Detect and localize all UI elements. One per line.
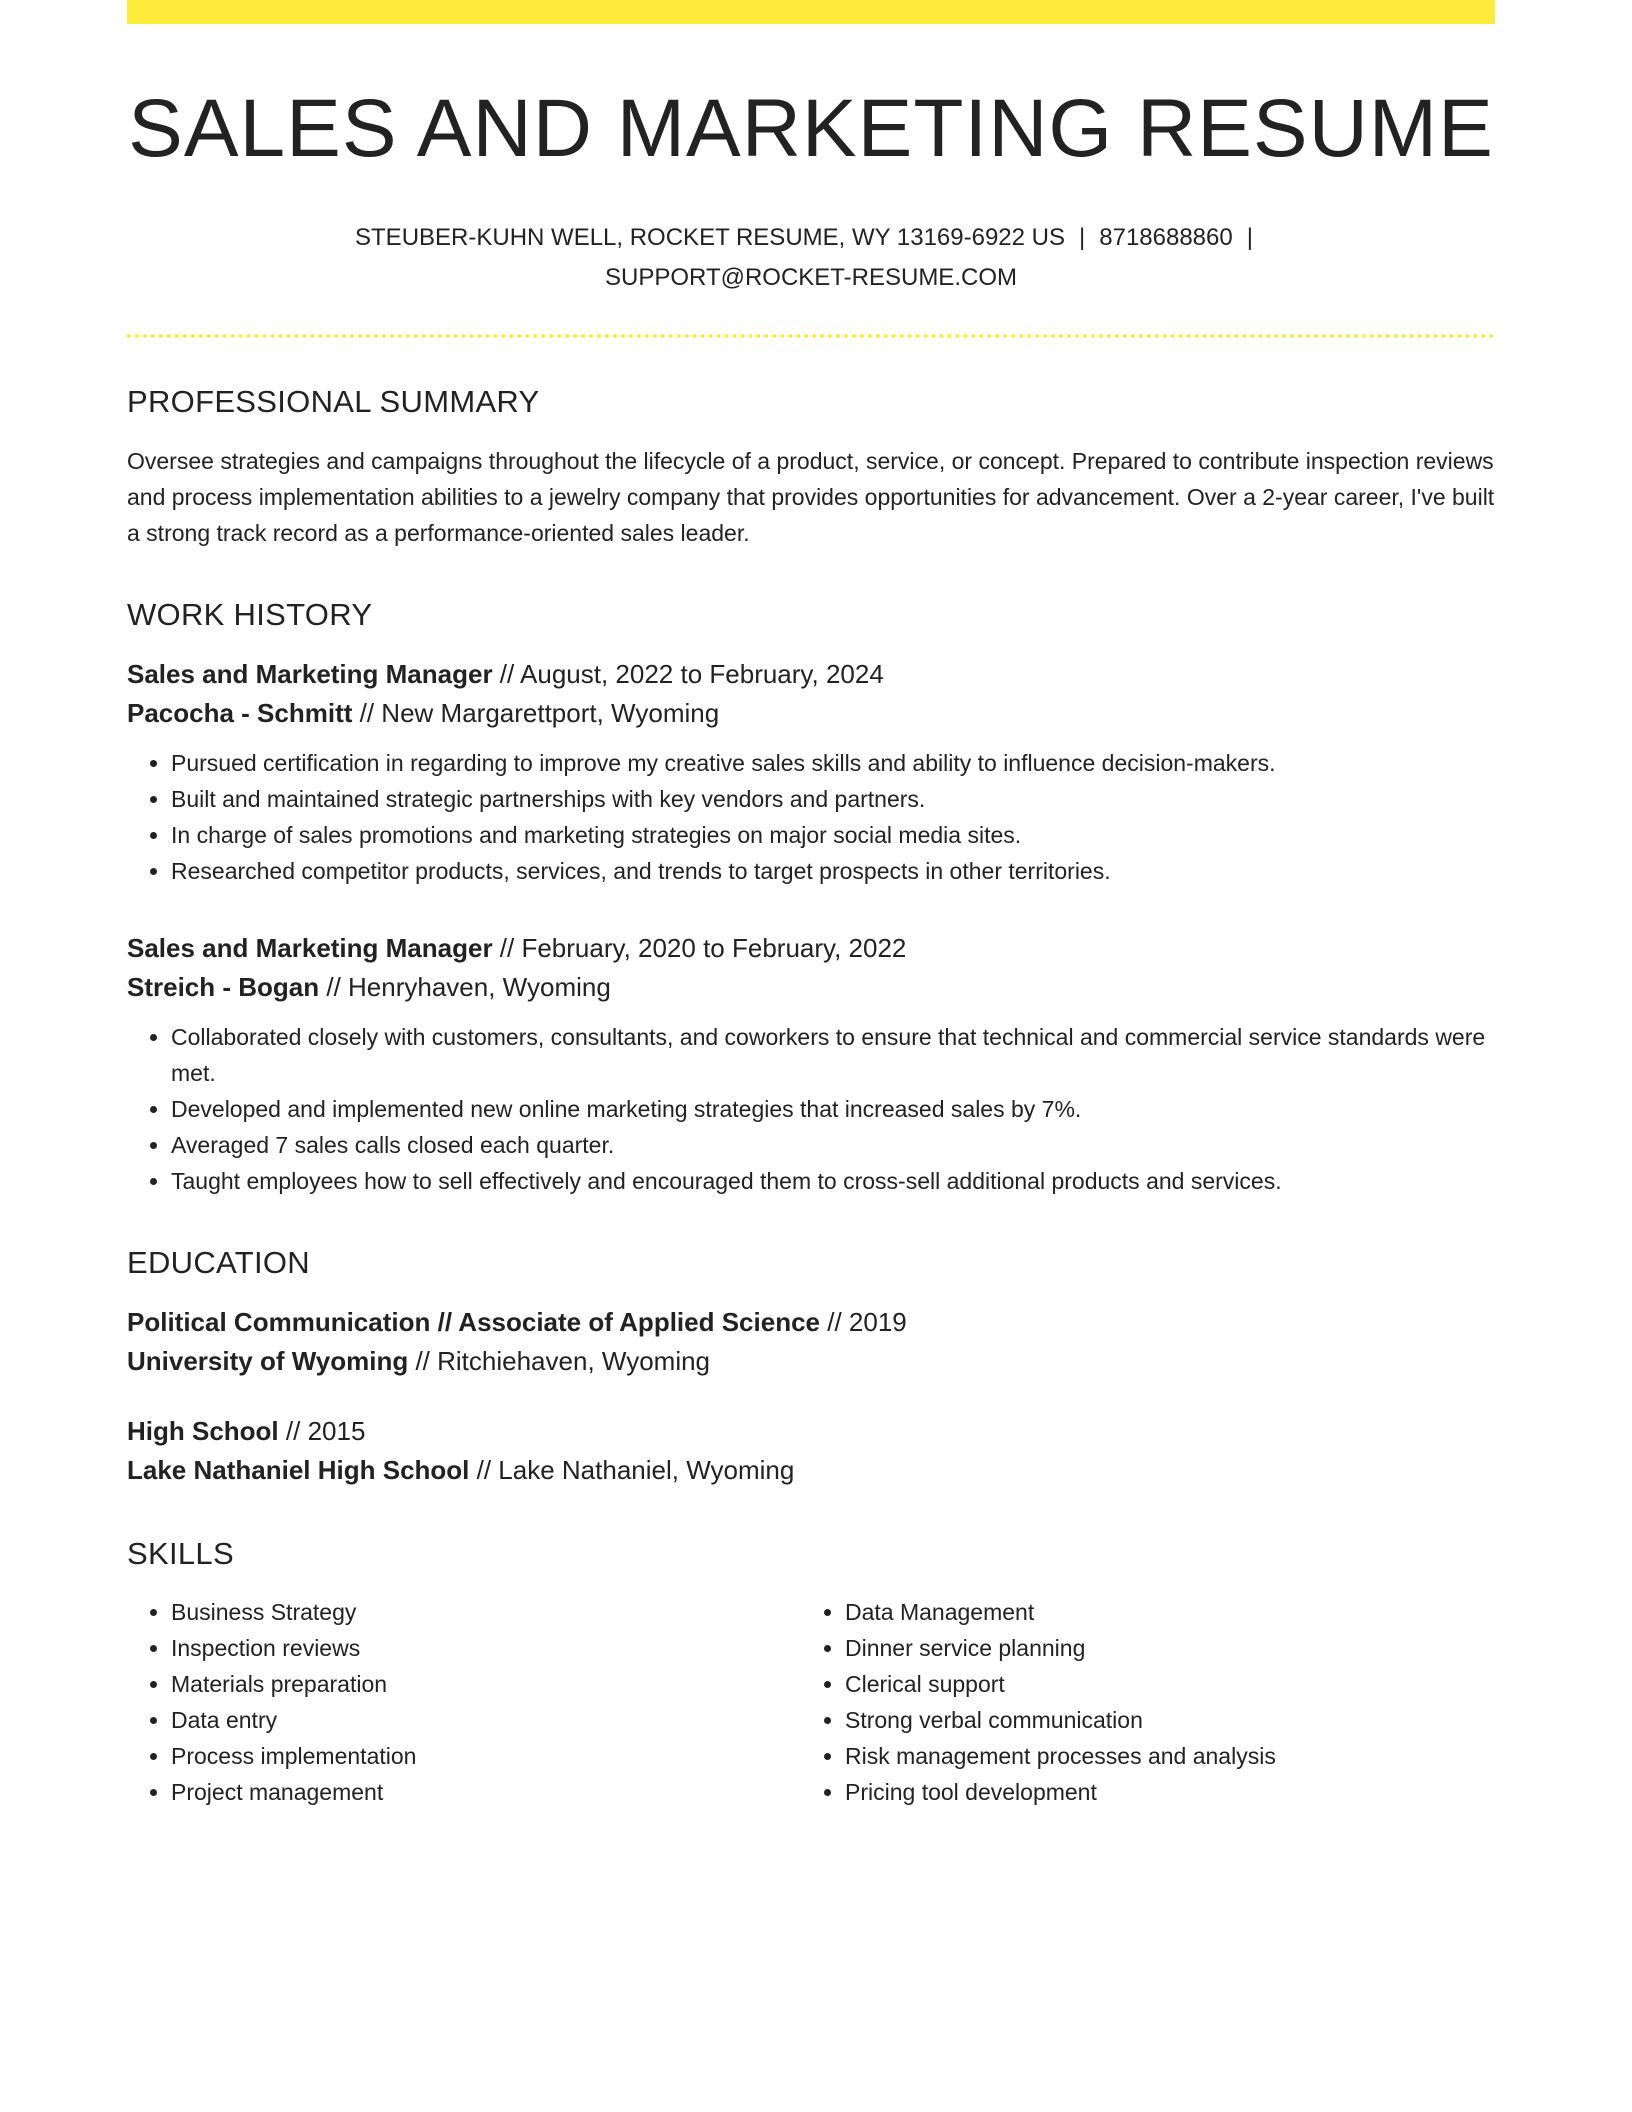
job-entry [127,929,1495,1199]
education-entry [127,1412,1495,1490]
contact-address: STEUBER-KUHN WELL, ROCKET RESUME, WY 13169-6922 US [355,224,1066,252]
contact-info [311,218,1311,298]
skill-item: • Pricing tool development [845,1774,1475,1810]
education-location: // Ritchiehaven, Wyoming [408,1345,711,1376]
skill-item: • Data entry [171,1702,801,1738]
education-year: // 2015 [278,1415,366,1446]
education-school-line [127,1342,1495,1381]
skill-item: • Strong verbal communication [845,1702,1475,1738]
job-bullet: • Taught employees how to sell effectively and encouraged them to cross-sell additional products and services. [171,1163,1495,1199]
education-location: // Lake Nathaniel, Wyoming [469,1454,795,1485]
job-location: // Henryhaven, Wyoming [319,971,611,1002]
skill-item: • Inspection reviews [171,1630,801,1666]
contact-email: SUPPORT@ROCKET-RESUME.COM [605,264,1017,292]
education-school-line [127,1451,1495,1490]
job-bullet: • Pursued certification in regarding to improve my creative sales skills and ability to influence decision-makers. [171,745,1495,781]
education-degree-line [127,1303,1495,1342]
section-title-work-history: WORK HISTORY [127,596,373,632]
job-company-line [127,694,1495,733]
job-location: // New Margarettport, Wyoming [352,697,720,728]
education-degree: Political Communication // Associate of Applied Science [127,1306,820,1337]
skills-columns [127,1594,1495,1810]
skill-item: • Data Management [845,1594,1475,1630]
job-dates: // August, 2022 to February, 2024 [492,658,884,689]
summary-text: Oversee strategies and campaigns throughout the lifecycle of a product, service, or concept. Prepared to contribute inspection reviews and process implementation abilities to a jewelry company that provides opportunities for advancement. Over a 2-year career, I've built a strong track record as a performance-oriented sales leader. [127,447,1495,546]
job-bullet: • Averaged 7 sales calls closed each quarter. [171,1127,1495,1163]
job-bullet: • Collaborated closely with customers, consultants, and coworkers to ensure that technical and commercial service standards were met. [171,1019,1495,1091]
job-company: Pacocha - Schmitt [127,697,353,728]
dotted-divider [127,334,1495,338]
contact-phone: 8718688860 [1099,224,1233,252]
skill-item: • Process implementation [171,1738,801,1774]
job-role: Sales and Marketing Manager [127,658,493,689]
resume-page [127,0,1495,1810]
education-school: University of Wyoming [127,1345,409,1376]
education-entry [127,1303,1495,1381]
job-bullets [127,1019,1495,1199]
contact-separator: | [1246,224,1253,252]
skill-item: • Risk management processes and analysis [845,1738,1475,1774]
job-role: Sales and Marketing Manager [127,932,493,963]
education-school: Lake Nathaniel High School [127,1454,470,1485]
section-title-skills: SKILLS [127,1535,234,1571]
job-dates: // February, 2020 to February, 2022 [492,932,907,963]
skills-list-left [127,1594,801,1810]
education-degree: High School [127,1415,279,1446]
job-company: Streich - Bogan [127,971,320,1002]
skill-item: • Dinner service planning [845,1630,1475,1666]
education-degree-line [127,1412,1495,1451]
job-entry [127,655,1495,889]
skill-item: • Clerical support [845,1666,1475,1702]
job-title-line [127,929,1495,968]
section-title-education: EDUCATION [127,1244,310,1280]
job-title-line [127,655,1495,694]
job-company-line [127,968,1495,1007]
job-bullet: • Developed and implemented new online marketing strategies that increased sales by 7%. [171,1091,1495,1127]
job-bullet: • In charge of sales promotions and marketing strategies on major social media sites. [171,817,1495,853]
section-title-summary: PROFESSIONAL SUMMARY [127,384,540,420]
accent-top-bar [127,0,1495,24]
skill-item: • Business Strategy [171,1594,801,1630]
resume-title: SALES AND MARKETING RESUME [128,83,1494,174]
job-bullet: • Researched competitor products, services, and trends to target prospects in other territories. [171,853,1495,889]
skill-item: • Materials preparation [171,1666,801,1702]
contact-separator: | [1079,224,1086,252]
education-year: // 2019 [820,1306,907,1337]
skill-item: • Project management [171,1774,801,1810]
skills-list-right [801,1594,1475,1810]
job-bullet: • Built and maintained strategic partnerships with key vendors and partners. [171,781,1495,817]
job-bullets [127,745,1495,889]
